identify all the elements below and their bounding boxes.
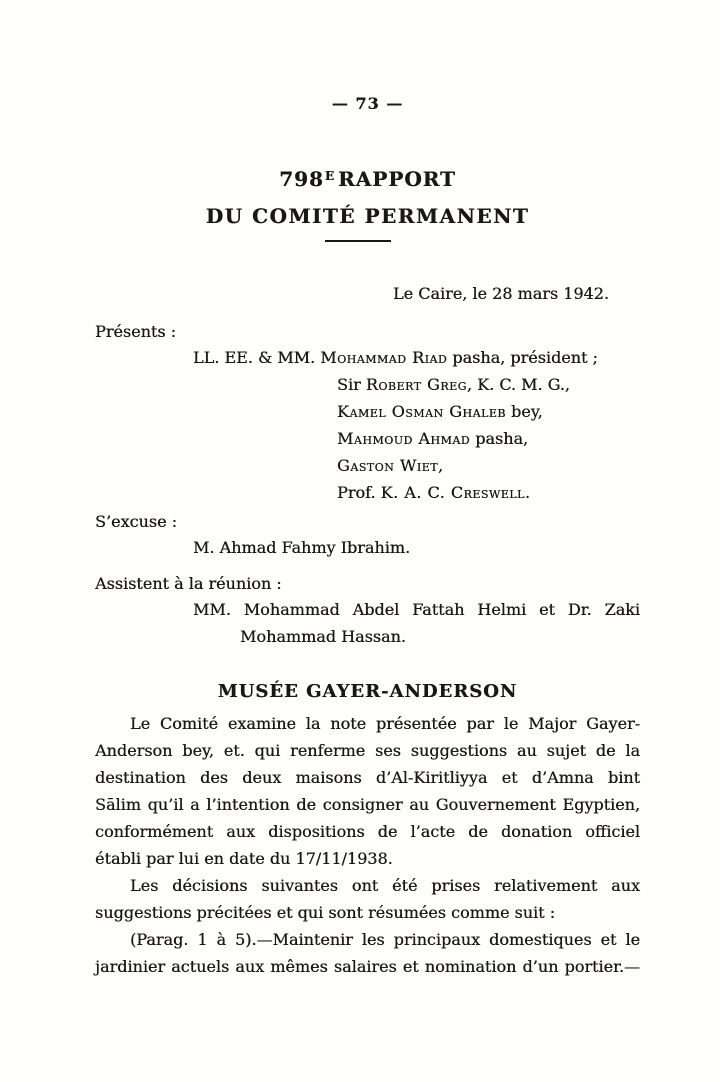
paragraph-line: Sālim qu’il a l’intention de consigner au Gouvernement Egyptien, [95,795,640,814]
paragraph-1 [95,710,640,872]
present-label: Présents : [95,322,176,341]
report-title [95,163,640,193]
attendee-post: . [524,483,530,502]
assist-label: Assistent à la réunion : [95,574,282,593]
paragraph-line: Les décisions suivantes ont été prises relativement aux [130,876,640,895]
attendee-post: pasha, [470,429,529,448]
paragraph-3 [95,926,640,980]
report-number-ordinal: E [324,169,336,183]
paragraph-line: destination des deux maisons d’Al-Kiritliyya et d’Amna bint [95,768,640,787]
present-line [95,452,640,479]
attendee-pre: Sir [337,375,366,394]
attendee-name: K. A. C. Creswell [380,483,525,502]
attendee-post: , [437,456,444,475]
paragraph-line: (Parag. 1 à 5).—Maintenir les principaux domestiques et le [130,930,640,949]
assistants-list [95,596,640,650]
assistant-line: MM. Mohammad Abdel Fattah Helmi et Dr. Zaki [193,600,640,619]
section-heading: MUSÉE GAYER-ANDERSON [217,681,518,702]
attendee-name: Kamel Osman Ghaleb [337,402,506,421]
attendee-name: Mohammad Riad [320,348,448,367]
attendee-post: bey, [505,402,543,421]
title-rule-divider [325,240,391,242]
assistant-line: Mohammad Hassan. [240,627,406,646]
present-line [95,479,640,506]
paragraph-line: établi par lui en date du 17/11/1938. [95,849,393,868]
attendee-pre: Prof. [337,483,381,502]
paragraph-line: suggestions précitées et qui sont résumées comme suit : [95,903,556,922]
page-number: — 73 — [331,94,404,113]
paragraph-2 [95,872,640,926]
paragraph-line: Anderson bey, et. qui renferme ses suggestions au sujet de la [95,741,640,760]
present-line [95,344,640,371]
report-title-word: RAPPORT [338,167,456,191]
report-subtitle: DU COMITÉ PERMANENT [205,204,530,228]
attendee-post: , K. C. M. G., [466,375,570,394]
attendee-post: pasha, président ; [447,348,598,367]
excuse-label: S’excuse : [95,512,177,531]
present-line [95,371,640,398]
paragraph-line: conformément aux dispositions de l’acte de donation officiel [95,822,640,841]
attendee-name: Gaston Wiet [337,456,438,475]
report-number: 798 [279,167,324,191]
present-line [95,425,640,452]
attendee-name: Robert Greg [365,375,467,394]
paragraph-line: Le Comité examine la note présentée par le Major Gayer- [130,714,640,733]
paragraph-line: jardinier actuels aux mêmes salaires et nomination d’un portier.— [95,957,640,976]
present-list [95,344,640,506]
excused-member: M. Ahmad Fahmy Ibrahim. [193,538,411,557]
present-line [95,398,640,425]
attendee-pre: LL. EE. & MM. [193,348,321,367]
dateline: Le Caire, le 28 mars 1942. [393,284,609,303]
attendee-name: Mahmoud Ahmad [337,429,471,448]
